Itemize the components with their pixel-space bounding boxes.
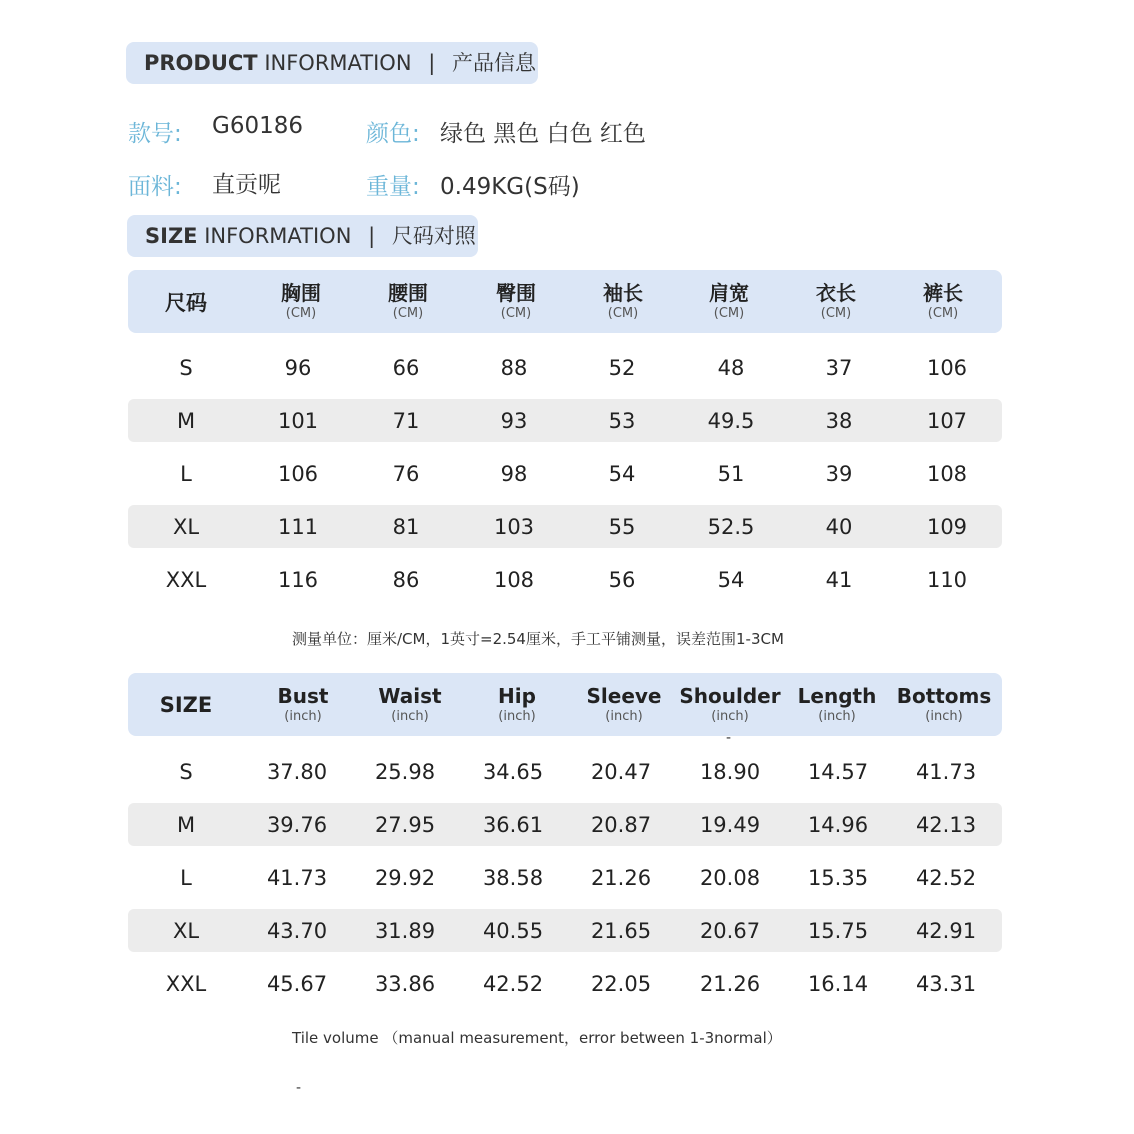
table-cell: 106 bbox=[277, 461, 319, 486]
header-cell bbox=[496, 270, 536, 333]
table-row bbox=[128, 346, 1002, 389]
table-cell: 18.90 bbox=[699, 759, 761, 784]
table-row bbox=[128, 803, 1002, 846]
header-name: 尺码 bbox=[165, 290, 207, 315]
header-name: 臀围 bbox=[496, 280, 536, 305]
header-name: Waist bbox=[378, 683, 442, 708]
table-cell: S bbox=[179, 759, 193, 784]
table-cell: 101 bbox=[277, 408, 319, 433]
table-cell: 48 bbox=[717, 355, 745, 380]
table-cell: 33.86 bbox=[374, 971, 436, 996]
size-table-cm-header bbox=[128, 270, 1002, 333]
product-info-header-rest: INFORMATION bbox=[264, 51, 412, 75]
table-cell: 15.75 bbox=[807, 918, 869, 943]
header-unit: (inch) bbox=[284, 708, 322, 724]
table-cell: 14.57 bbox=[807, 759, 869, 784]
stray-dash-mark-bottom: - bbox=[296, 1080, 302, 1096]
table-cell: XXL bbox=[165, 971, 207, 996]
table-cell: 40 bbox=[825, 514, 853, 539]
size-table-cm bbox=[128, 270, 1002, 601]
table-cell: 22.05 bbox=[590, 971, 652, 996]
size-info-header-bold: SIZE bbox=[145, 224, 198, 248]
table-cell: 93 bbox=[500, 408, 528, 433]
table-cell: 103 bbox=[493, 514, 535, 539]
size-info-header bbox=[127, 215, 478, 257]
table-cell: XL bbox=[172, 514, 200, 539]
header-unit: (inch) bbox=[498, 708, 536, 724]
header-cell bbox=[378, 673, 441, 736]
header-unit: (CM) bbox=[927, 305, 959, 321]
header-name: 袖长 bbox=[603, 280, 643, 305]
table-cell: 34.65 bbox=[482, 759, 544, 784]
header-unit: (CM) bbox=[820, 305, 852, 321]
table-cell: 41 bbox=[825, 567, 853, 592]
size-table-inch bbox=[128, 673, 1002, 1005]
measurement-note-inch: Tile volume （manual measurement，error between 1-3normal） bbox=[292, 1029, 782, 1047]
table-cell: 56 bbox=[608, 567, 636, 592]
color-label: 颜色: bbox=[366, 121, 420, 147]
table-cell: 16.14 bbox=[807, 971, 869, 996]
header-cell bbox=[679, 673, 780, 736]
header-unit: (inch) bbox=[818, 708, 856, 724]
table-cell: 110 bbox=[926, 567, 968, 592]
size-info-header-cn: 尺码对照 bbox=[391, 224, 476, 248]
table-cell: 43.31 bbox=[915, 971, 977, 996]
table-cell: 20.67 bbox=[699, 918, 761, 943]
table-cell: 38.58 bbox=[482, 865, 544, 890]
header-unit: (CM) bbox=[500, 305, 532, 321]
table-row bbox=[128, 452, 1002, 495]
product-info-header bbox=[126, 42, 538, 84]
style-number-value: G60186 bbox=[212, 113, 303, 139]
header-name: 腰围 bbox=[388, 280, 428, 305]
header-name: 肩宽 bbox=[709, 280, 749, 305]
table-row bbox=[128, 962, 1002, 1005]
table-cell: 55 bbox=[608, 514, 636, 539]
table-cell: 27.95 bbox=[374, 812, 436, 837]
style-number-label: 款号: bbox=[128, 121, 182, 147]
header-cell bbox=[278, 673, 329, 736]
table-cell: 21.26 bbox=[699, 971, 761, 996]
table-cell: 107 bbox=[926, 408, 968, 433]
table-row bbox=[128, 856, 1002, 899]
table-cell: 45.67 bbox=[266, 971, 328, 996]
table-cell: 86 bbox=[392, 567, 420, 592]
weight-value: 0.49KG(S码) bbox=[440, 174, 580, 200]
table-cell: 37 bbox=[825, 355, 853, 380]
header-name: 裤长 bbox=[923, 280, 963, 305]
product-info-header-bold: PRODUCT bbox=[144, 51, 258, 75]
product-info-header-cn: 产品信息 bbox=[452, 51, 536, 75]
table-cell: 40.55 bbox=[482, 918, 544, 943]
table-cell: 20.87 bbox=[590, 812, 652, 837]
table-cell: L bbox=[180, 461, 192, 486]
table-cell: 19.49 bbox=[699, 812, 761, 837]
table-cell: 25.98 bbox=[374, 759, 436, 784]
table-cell: 111 bbox=[277, 514, 319, 539]
weight-label: 重量: bbox=[366, 174, 420, 200]
table-cell: 88 bbox=[500, 355, 528, 380]
table-cell: 41.73 bbox=[266, 865, 328, 890]
table-cell: 14.96 bbox=[807, 812, 869, 837]
table-cell: 116 bbox=[277, 567, 319, 592]
header-cell bbox=[816, 270, 856, 333]
table-cell: 71 bbox=[392, 408, 420, 433]
header-cell bbox=[498, 673, 536, 736]
header-unit: (inch) bbox=[605, 708, 643, 724]
table-cell: 20.47 bbox=[590, 759, 652, 784]
table-cell: L bbox=[180, 865, 192, 890]
table-row bbox=[128, 399, 1002, 442]
size-info-header-rest: INFORMATION bbox=[204, 224, 352, 248]
table-cell: 76 bbox=[392, 461, 420, 486]
fabric-label: 面料: bbox=[128, 174, 182, 200]
table-cell: XL bbox=[172, 918, 200, 943]
table-cell: 39 bbox=[825, 461, 853, 486]
table-cell: 51 bbox=[717, 461, 745, 486]
table-cell: 42.52 bbox=[482, 971, 544, 996]
header-cell bbox=[388, 270, 428, 333]
table-cell: 52 bbox=[608, 355, 636, 380]
header-name: Shoulder bbox=[679, 683, 781, 708]
header-cell bbox=[603, 270, 643, 333]
header-unit: (CM) bbox=[285, 305, 317, 321]
header-cell bbox=[281, 270, 321, 333]
header-unit: (inch) bbox=[391, 708, 429, 724]
header-unit: (CM) bbox=[392, 305, 424, 321]
table-row bbox=[128, 558, 1002, 601]
table-cell: 39.76 bbox=[266, 812, 328, 837]
header-name: Bottoms bbox=[896, 683, 992, 708]
table-cell: 38 bbox=[825, 408, 853, 433]
header-cell bbox=[165, 270, 207, 333]
table-cell: 31.89 bbox=[374, 918, 436, 943]
table-cell: 96 bbox=[284, 355, 312, 380]
header-cell bbox=[923, 270, 963, 333]
table-cell: 37.80 bbox=[266, 759, 328, 784]
stray-dash-mark: - bbox=[726, 730, 732, 746]
product-info-header-sep: | bbox=[428, 51, 436, 75]
table-cell: 43.70 bbox=[266, 918, 328, 943]
header-cell bbox=[160, 673, 213, 736]
header-unit: (CM) bbox=[713, 305, 745, 321]
table-cell: 20.08 bbox=[699, 865, 761, 890]
table-cell: 41.73 bbox=[915, 759, 977, 784]
header-name: Length bbox=[797, 683, 877, 708]
table-cell: 15.35 bbox=[807, 865, 869, 890]
table-cell: 66 bbox=[392, 355, 420, 380]
measurement-note-cm: 测量单位：厘米/CM，1英寸=2.54厘米，手工平铺测量，误差范围1-3CM bbox=[292, 630, 784, 648]
table-cell: S bbox=[179, 355, 193, 380]
table-cell: 98 bbox=[500, 461, 528, 486]
table-cell: 108 bbox=[493, 567, 535, 592]
table-cell: 42.52 bbox=[915, 865, 977, 890]
table-cell: 54 bbox=[608, 461, 636, 486]
header-name: 胸围 bbox=[281, 280, 321, 305]
table-cell: M bbox=[176, 812, 196, 837]
header-unit: (CM) bbox=[607, 305, 639, 321]
table-cell: 42.13 bbox=[915, 812, 977, 837]
header-name: 衣长 bbox=[816, 280, 856, 305]
size-table-inch-header bbox=[128, 673, 1002, 736]
header-name: Sleeve bbox=[586, 683, 662, 708]
table-cell: 42.91 bbox=[915, 918, 977, 943]
table-cell: 108 bbox=[926, 461, 968, 486]
header-name: Hip bbox=[498, 683, 536, 708]
header-name: Bust bbox=[277, 683, 329, 708]
header-cell bbox=[897, 673, 992, 736]
table-row bbox=[128, 909, 1002, 952]
table-cell: 53 bbox=[608, 408, 636, 433]
header-unit: (inch) bbox=[925, 708, 963, 724]
header-name: SIZE bbox=[159, 692, 213, 717]
table-cell: 109 bbox=[926, 514, 968, 539]
table-row bbox=[128, 505, 1002, 548]
table-cell: 49.5 bbox=[707, 408, 755, 433]
table-cell: 106 bbox=[926, 355, 968, 380]
table-cell: 52.5 bbox=[707, 514, 755, 539]
table-row bbox=[128, 750, 1002, 793]
header-cell bbox=[709, 270, 749, 333]
fabric-value: 直贡呢 bbox=[212, 172, 281, 198]
table-cell: 36.61 bbox=[482, 812, 544, 837]
table-cell: 29.92 bbox=[374, 865, 436, 890]
header-cell bbox=[587, 673, 662, 736]
size-info-header-sep: | bbox=[368, 224, 376, 248]
header-cell bbox=[798, 673, 877, 736]
header-unit: (inch) bbox=[711, 708, 749, 724]
table-cell: 21.26 bbox=[590, 865, 652, 890]
table-cell: 81 bbox=[392, 514, 420, 539]
table-cell: XXL bbox=[165, 567, 207, 592]
table-cell: 54 bbox=[717, 567, 745, 592]
table-cell: 21.65 bbox=[590, 918, 652, 943]
table-cell: M bbox=[176, 408, 196, 433]
color-value: 绿色 黑色 白色 红色 bbox=[440, 121, 646, 147]
